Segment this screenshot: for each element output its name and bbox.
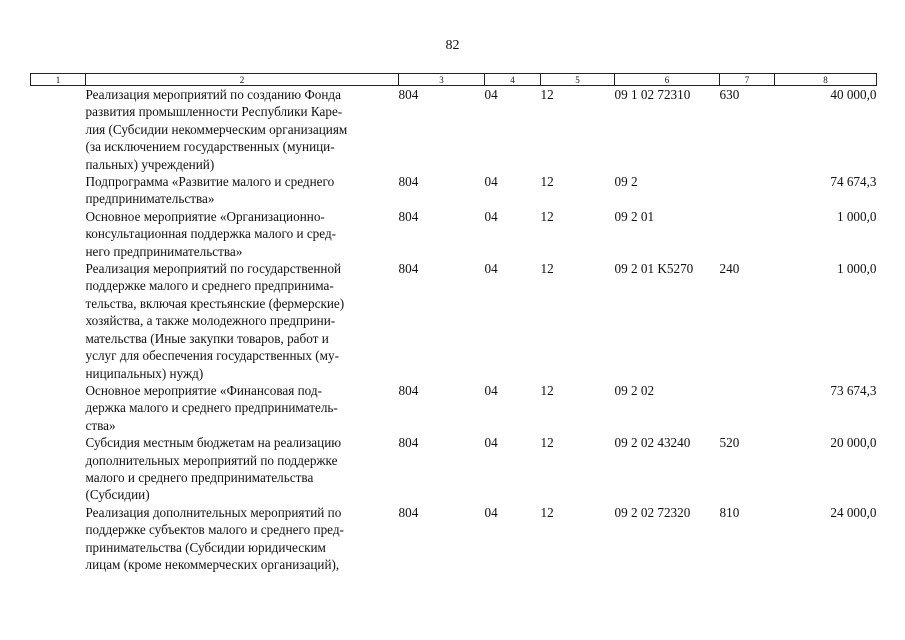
table-body [31, 86, 877, 574]
item-name-line: Основное мероприятие «Организационно- [85, 208, 325, 224]
ministry-code-cell: 804 [398, 382, 419, 398]
row-number-cell [31, 260, 86, 382]
amount-cell: 74 674,3 [830, 174, 877, 190]
ministry-code-cell: 804 [398, 208, 419, 224]
subsection-code-cell: 12 [540, 208, 554, 224]
expense-type-cell: 630 [719, 87, 740, 102]
item-name-line: поддержке малого и среднего предпринима- [85, 278, 334, 294]
subsection-code-cell: 12 [540, 435, 554, 451]
item-name-line: него предпринимательства» [85, 243, 243, 259]
item-name-line: тельства, включая крестьянские (фермерские) [85, 295, 345, 311]
item-name-line: ниципальных) нужд) [85, 365, 204, 381]
target-article-cell: 09 1 02 72310 [614, 87, 691, 102]
table-row [31, 504, 877, 574]
section-code-cell: 04 [484, 87, 498, 102]
amount-cell: 73 674,3 [830, 382, 877, 398]
section-code-cell: 04 [484, 174, 498, 190]
row-number-cell [31, 382, 86, 434]
target-article-cell: 09 2 [614, 174, 638, 190]
amount-cell: 40 000,0 [830, 87, 877, 102]
item-name-line: ства» [85, 417, 116, 433]
item-name-line: (за исключением государственных (муници- [85, 139, 335, 155]
ministry-code-cell: 804 [398, 87, 419, 102]
item-name-line: лицам (кроме некоммерческих организаций), [85, 556, 340, 572]
amount-cell: 1 000,0 [836, 208, 877, 224]
item-name-line: лия (Субсидии некоммерческим организациям [85, 121, 348, 137]
subsection-code-cell: 12 [540, 174, 554, 190]
target-article-cell: 09 2 02 43240 [614, 435, 691, 451]
amount-cell: 24 000,0 [830, 504, 877, 520]
item-name-cell [86, 86, 399, 174]
subsection-code-cell: 12 [540, 504, 554, 520]
table-row [31, 173, 877, 208]
section-code-cell: 04 [484, 208, 498, 224]
item-name-line: Субсидия местным бюджетам на реализацию [85, 435, 342, 451]
item-name-line: держка малого и среднего предприниматель- [85, 400, 338, 416]
page-number: 82 [445, 38, 460, 53]
item-name-line: Реализация мероприятий по государственной [85, 261, 342, 277]
item-name-line: Подпрограмма «Развитие малого и среднего [85, 174, 335, 190]
expense-type-cell: 240 [719, 261, 740, 277]
expense-type-cell [720, 173, 775, 208]
item-name-line: малого и среднего предпринимательства [85, 469, 314, 485]
item-name-cell [86, 208, 399, 260]
ministry-code-cell: 804 [398, 504, 419, 520]
item-name-line: мательства (Иные закупки товаров, работ и [85, 330, 329, 346]
section-code-cell: 04 [484, 435, 498, 451]
item-name-line: предпринимательства» [85, 191, 215, 207]
item-name-line: Реализация дополнительных мероприятий по [85, 504, 342, 520]
ministry-code-cell: 804 [398, 261, 419, 277]
item-name-cell [86, 173, 399, 208]
target-article-cell: 09 2 01 K5270 [614, 261, 694, 277]
item-name-line: принимательства (Субсидии юридическим [85, 539, 326, 555]
subsection-code-cell: 12 [540, 261, 554, 277]
ministry-code-cell: 804 [398, 174, 419, 190]
item-name-cell [86, 434, 399, 504]
row-number-cell [31, 208, 86, 260]
target-article-cell: 09 2 02 [614, 382, 655, 398]
column-header: 2 [86, 74, 399, 86]
item-name-line: консультационная поддержка малого и сред- [85, 226, 337, 242]
subsection-code-cell: 12 [540, 382, 554, 398]
amount-cell: 20 000,0 [830, 435, 877, 451]
item-name-line: Основное мероприятие «Финансовая под- [85, 382, 322, 398]
subsection-code-cell: 12 [540, 87, 554, 102]
target-article-cell: 09 2 02 72320 [614, 504, 691, 520]
budget-table [30, 73, 877, 573]
amount-cell: 1 000,0 [836, 261, 877, 277]
table-row [31, 208, 877, 260]
table-row [31, 260, 877, 382]
item-name-line: развития промышленности Республики Каре- [85, 104, 343, 120]
section-code-cell: 04 [484, 382, 498, 398]
item-name-line: пальных) учреждений) [85, 156, 215, 172]
row-number-cell [31, 173, 86, 208]
column-number-row [31, 74, 877, 86]
item-name-line: хозяйства, а также молодежного предприни- [85, 313, 336, 329]
row-number-cell [31, 504, 86, 574]
column-header: 4 [485, 74, 541, 86]
column-header: 1 [31, 74, 86, 86]
section-code-cell: 04 [484, 504, 498, 520]
item-name-line: поддержке субъектов малого и среднего пред- [85, 522, 344, 538]
column-header: 6 [615, 74, 720, 86]
row-number-cell [31, 434, 86, 504]
table-row [31, 86, 877, 174]
column-header: 5 [541, 74, 615, 86]
expense-type-cell [720, 208, 775, 260]
expense-type-cell: 520 [719, 435, 740, 451]
item-name-cell [86, 260, 399, 382]
item-name-line: дополнительных мероприятий по поддержке [85, 452, 338, 468]
item-name-cell [86, 504, 399, 574]
column-header: 3 [399, 74, 485, 86]
expense-type-cell [720, 382, 775, 434]
item-name-line: услуг для обеспечения государственных (му- [85, 348, 339, 364]
item-name-cell [86, 382, 399, 434]
item-name-line: (Субсидии) [85, 487, 150, 503]
item-name-line: Реализация мероприятий по созданию Фонда [85, 87, 341, 102]
row-number-cell [31, 86, 86, 174]
table-row [31, 382, 877, 434]
ministry-code-cell: 804 [398, 435, 419, 451]
column-header: 7 [720, 74, 775, 86]
table-row [31, 434, 877, 504]
expense-type-cell: 810 [719, 504, 740, 520]
section-code-cell: 04 [484, 261, 498, 277]
column-header: 8 [775, 74, 877, 86]
target-article-cell: 09 2 01 [614, 208, 655, 224]
